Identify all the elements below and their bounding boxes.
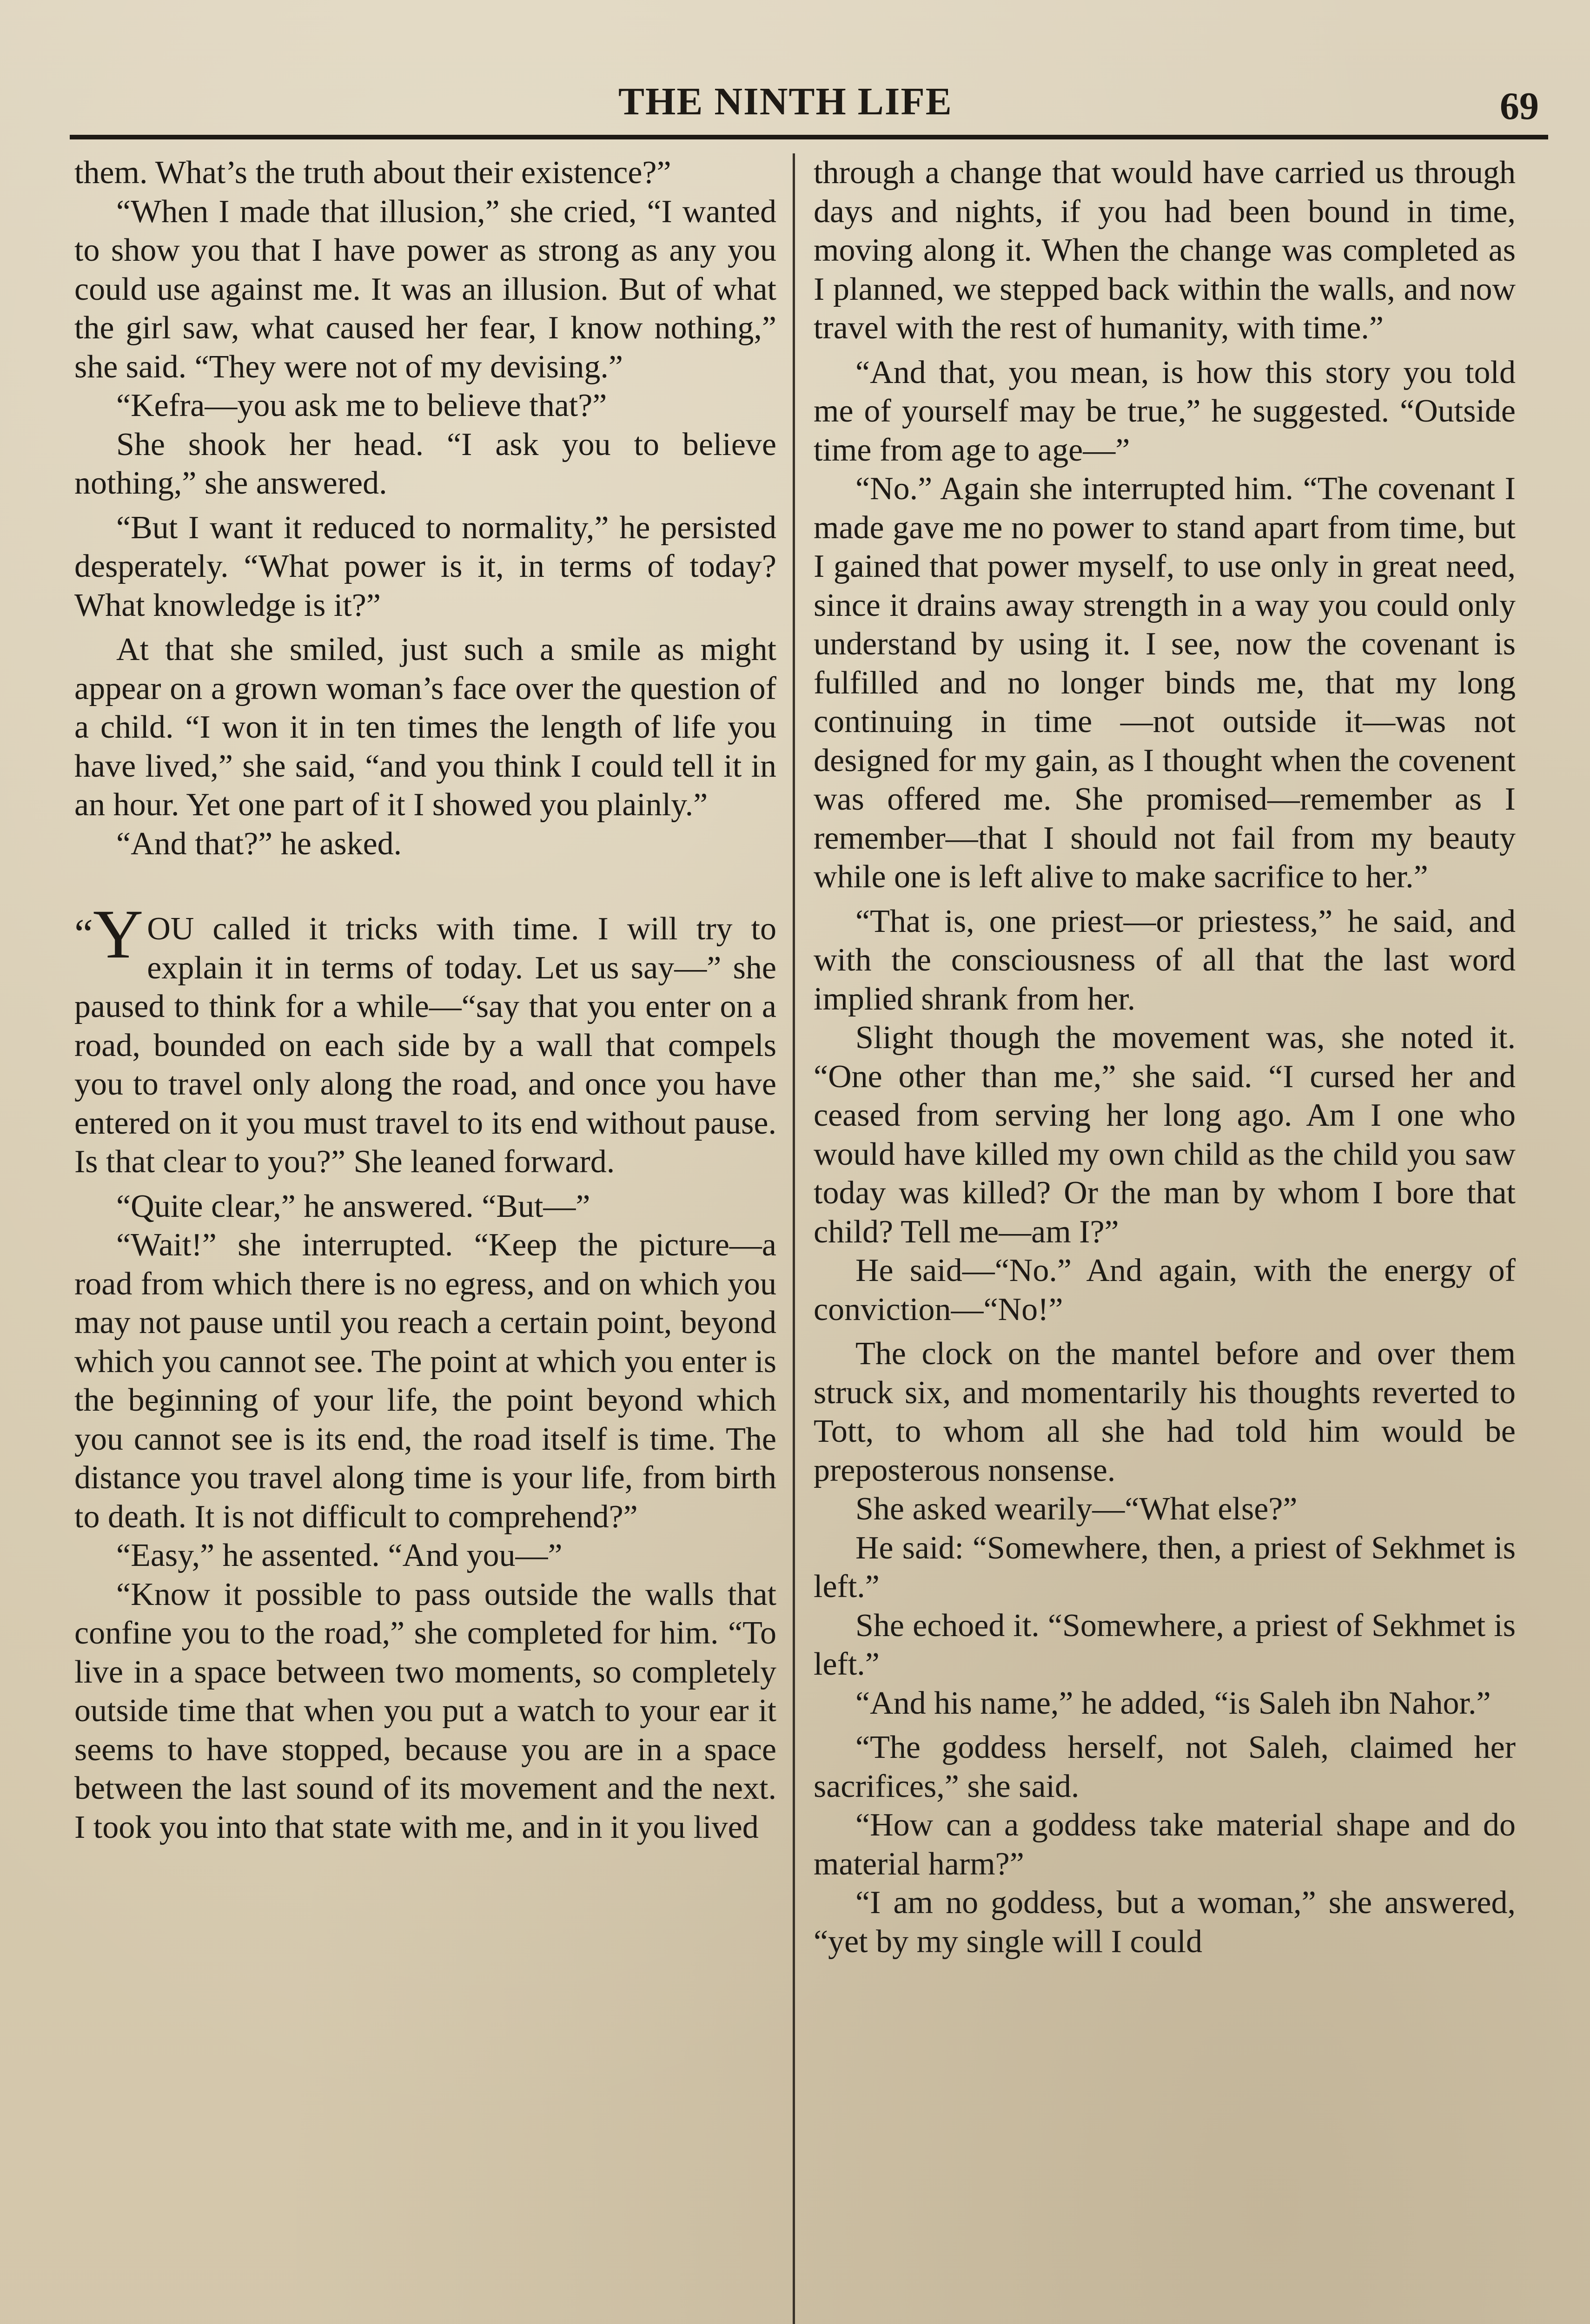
paragraph: She echoed it. “Somewhere, a priest of Sekhmet is left.” [814, 1607, 1516, 1682]
paragraph: She shook her head. “I ask you to believe nothing,” she answered. [74, 426, 776, 501]
drop-cap [74, 896, 144, 983]
drop-cap-quote: “ [74, 911, 93, 957]
paragraph: “How can a goddess take material shape and do material harm?” [814, 1807, 1516, 1882]
paragraph: At that she smiled, just such a smile as might appear on a grown woman’s face over the question of a child. “I won it in ten times the length of life you have lived,” she said, “and you think I could tell it in an hour. Yet one part of it I showed you plainly.” [74, 632, 776, 823]
paragraph: “Wait!” she interrupted. “Keep the picture—a road from which there is no egress, and on which you may not pause until you reach a certain point, beyond which you cannot see. The point at which you enter is the beginning of your life, the point beyond which you cannot see is its end, the road itself is time. The distance you travel along time is your life, from birth to death. It is not difficult to comprehend?” [74, 1227, 776, 1535]
paragraph: through a change that would have carried us through days and nights, if you had been bound in time, moving along it. When the change was completed as I planned, we stepped back within the walls, and now travel with the rest of humanity, with time.” [814, 155, 1516, 346]
paragraph: “Kefra—you ask me to believe that?” [116, 388, 607, 423]
paragraph: “And that?” he asked. [116, 825, 402, 862]
paragraph: Slight though the movement was, she noted it. “One other than me,” she said. “I cursed her and ceased from serving her long ago. Am I one who would have killed my own child as the child you saw today was killed? Or the man by whom I bore that child? Tell me—am I?” [814, 1020, 1516, 1250]
column-divider [793, 153, 795, 2324]
paragraph: “Know it possible to pass outside the walls that confine you to the road,” she completed for him. “To live in a space between two moments, so completely outside time that when you put a watch to your ear it seems to have stopped, because you are in a space between the last sound of its movement and the next. I took you into that state with me, and in it you lived [74, 1576, 776, 1845]
paragraph: The clock on the mantel before and over them struck six, and momentarily his thoughts reverted to Tott, to whom all she had told him would be preposterous nonsense. [814, 1336, 1516, 1488]
paragraph: “No.” Again she interrupted him. “The covenant I made gave me no power to stand apart from time, but I gained that power myself, to use only in great need, since it drains away strength in a way you could only understand by using it. I see, now the covenant is fulfilled and no longer binds me, that my long continuing in time —not outside it—was not designed for my gain, as I thought when the covenent was offered me. She promised—remember as I remember—that I should not fail from my beauty while one is left alive to make sacrifice to her.” [814, 471, 1516, 895]
paragraph: “Quite clear,” he answered. “But—” [116, 1188, 590, 1224]
paragraph: “Easy,” he assented. “And you—” [116, 1538, 563, 1573]
drop-cap-letter: Y [93, 896, 144, 973]
paragraph: “When I made that illusion,” she cried, “I wanted to show you that I have power as strong as any you could use against me. It was an illusion. But of what the girl saw, what caused her fear, I know nothing,” she said. “They were not of my devising.” [74, 193, 776, 385]
paragraph: “And that, you mean, is how this story you told me of yourself may be true,” he suggested. “Outside time from age to age—” [814, 354, 1516, 468]
section-opening-paragraph [74, 896, 776, 1182]
paragraph: She asked wearily—“What else?” [855, 1491, 1298, 1527]
paragraph: “But I want it reduced to normality,” he persisted desperately. “What power is it, in terms of today? What knowledge is it?” [74, 509, 776, 623]
running-title: THE NINTH LIFE [618, 80, 953, 123]
page-header [70, 70, 1548, 149]
paragraph: “And his name,” he added, “is Saleh ibn Nahor.” [855, 1685, 1491, 1721]
section-opening-text: OU called it tricks with time. I will try to explain it in terms of today. Let us say—” she paused to think for a while—“say that you enter on a road, bounded on each side by a wall that compels you to travel only along the road, and once you have entered on it you must travel to its end without pause. Is that clear to you?” She leaned forward. [74, 911, 776, 1180]
paragraph: “The goddess herself, not Saleh, claimed her sacrifices,” she said. [814, 1730, 1516, 1804]
page-number: 69 [1500, 85, 1539, 128]
paragraph: them. What’s the truth about their existence?” [74, 155, 671, 191]
paragraph: He said—“No.” And again, with the energy of conviction—“No!” [814, 1253, 1516, 1327]
paragraph: He said: “Somewhere, then, a priest of Sekhmet is left.” [814, 1530, 1516, 1604]
right-column [814, 153, 1516, 2324]
header-rule [70, 135, 1548, 139]
paragraph: “I am no goddess, but a woman,” she answered, “yet by my single will I could [814, 1885, 1516, 1960]
paragraph: “That is, one priest—or priestess,” he said, and with the consciousness of all that the last word implied shrank from her. [814, 903, 1516, 1017]
left-column [74, 153, 776, 2324]
